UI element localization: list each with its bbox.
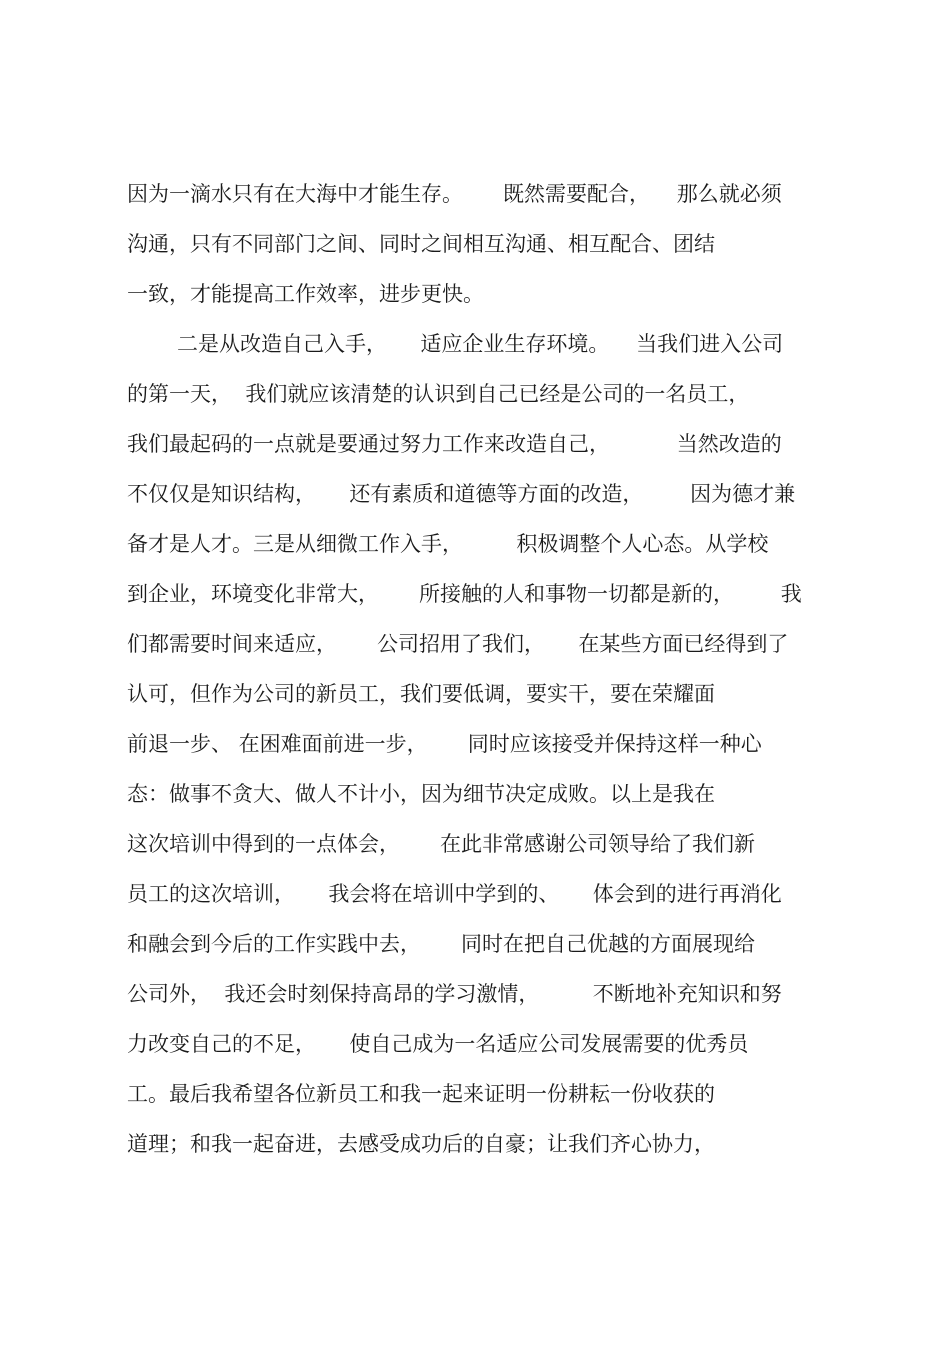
text-line: 和融会到今后的工作实践中去， 同时在把自己优越的方面展现给 bbox=[127, 932, 756, 956]
text-line: 备才是人才。三是从细微工作入手， 积极调整个人心态。从学校 bbox=[127, 532, 769, 556]
text-line: 工。最后我希望各位新员工和我一起来证明一份耕耘一份收获的 bbox=[127, 1082, 715, 1106]
text-line: 的第一天， 我们就应该清楚的认识到自己已经是公司的一名员工， bbox=[127, 382, 750, 406]
text-line: 这次培训中得到的一点体会， 在此非常感谢公司领导给了我们新 bbox=[127, 832, 756, 856]
text-line: 们都需要时间来适应， 公司招用了我们， 在某些方面已经得到了 bbox=[127, 632, 789, 656]
text-line: 认可，但作为公司的新员工，我们要低调，要实干，要在荣耀面 bbox=[127, 682, 715, 706]
text-line: 沟通，只有不同部门之间、同时之间相互沟通、相互配合、团结 bbox=[127, 232, 715, 256]
body-text bbox=[127, 172, 847, 1172]
text-line: 态：做事不贪大、做人不计小，因为细节决定成败。以上是我在 bbox=[127, 782, 715, 806]
text-line: 一致，才能提高工作效率，进步更快。 bbox=[127, 282, 484, 306]
paragraph-start-line: 二是从改造自己入手， 适应企业生存环境。 当我们进入公司 bbox=[177, 332, 784, 356]
text-line: 员工的这次培训， 我会将在培训中学到的、 体会到的进行再消化 bbox=[127, 882, 782, 906]
text-line: 我们最起码的一点就是要通过努力工作来改造自己， 当然改造的 bbox=[127, 432, 782, 456]
text-line: 因为一滴水只有在大海中才能生存。 既然需要配合， 那么就必须 bbox=[127, 182, 782, 206]
text-line: 道理；和我一起奋进，去感受成功后的自豪；让我们齐心协力， bbox=[127, 1132, 715, 1156]
text-line: 到企业，环境变化非常大， 所接触的人和事物一切都是新的， 我 bbox=[127, 582, 802, 606]
text-line: 不仅仅是知识结构， 还有素质和道德等方面的改造， 因为德才兼 bbox=[127, 482, 796, 506]
text-line: 力改变自己的不足， 使自己成为一名适应公司发展需要的优秀员 bbox=[127, 1032, 749, 1056]
text-line: 公司外， 我还会时刻保持高昂的学习激情， 不断地补充知识和努 bbox=[127, 982, 782, 1006]
text-line: 前退一步、 在困难面前进一步， 同时应该接受并保持这样一种心 bbox=[127, 732, 762, 756]
